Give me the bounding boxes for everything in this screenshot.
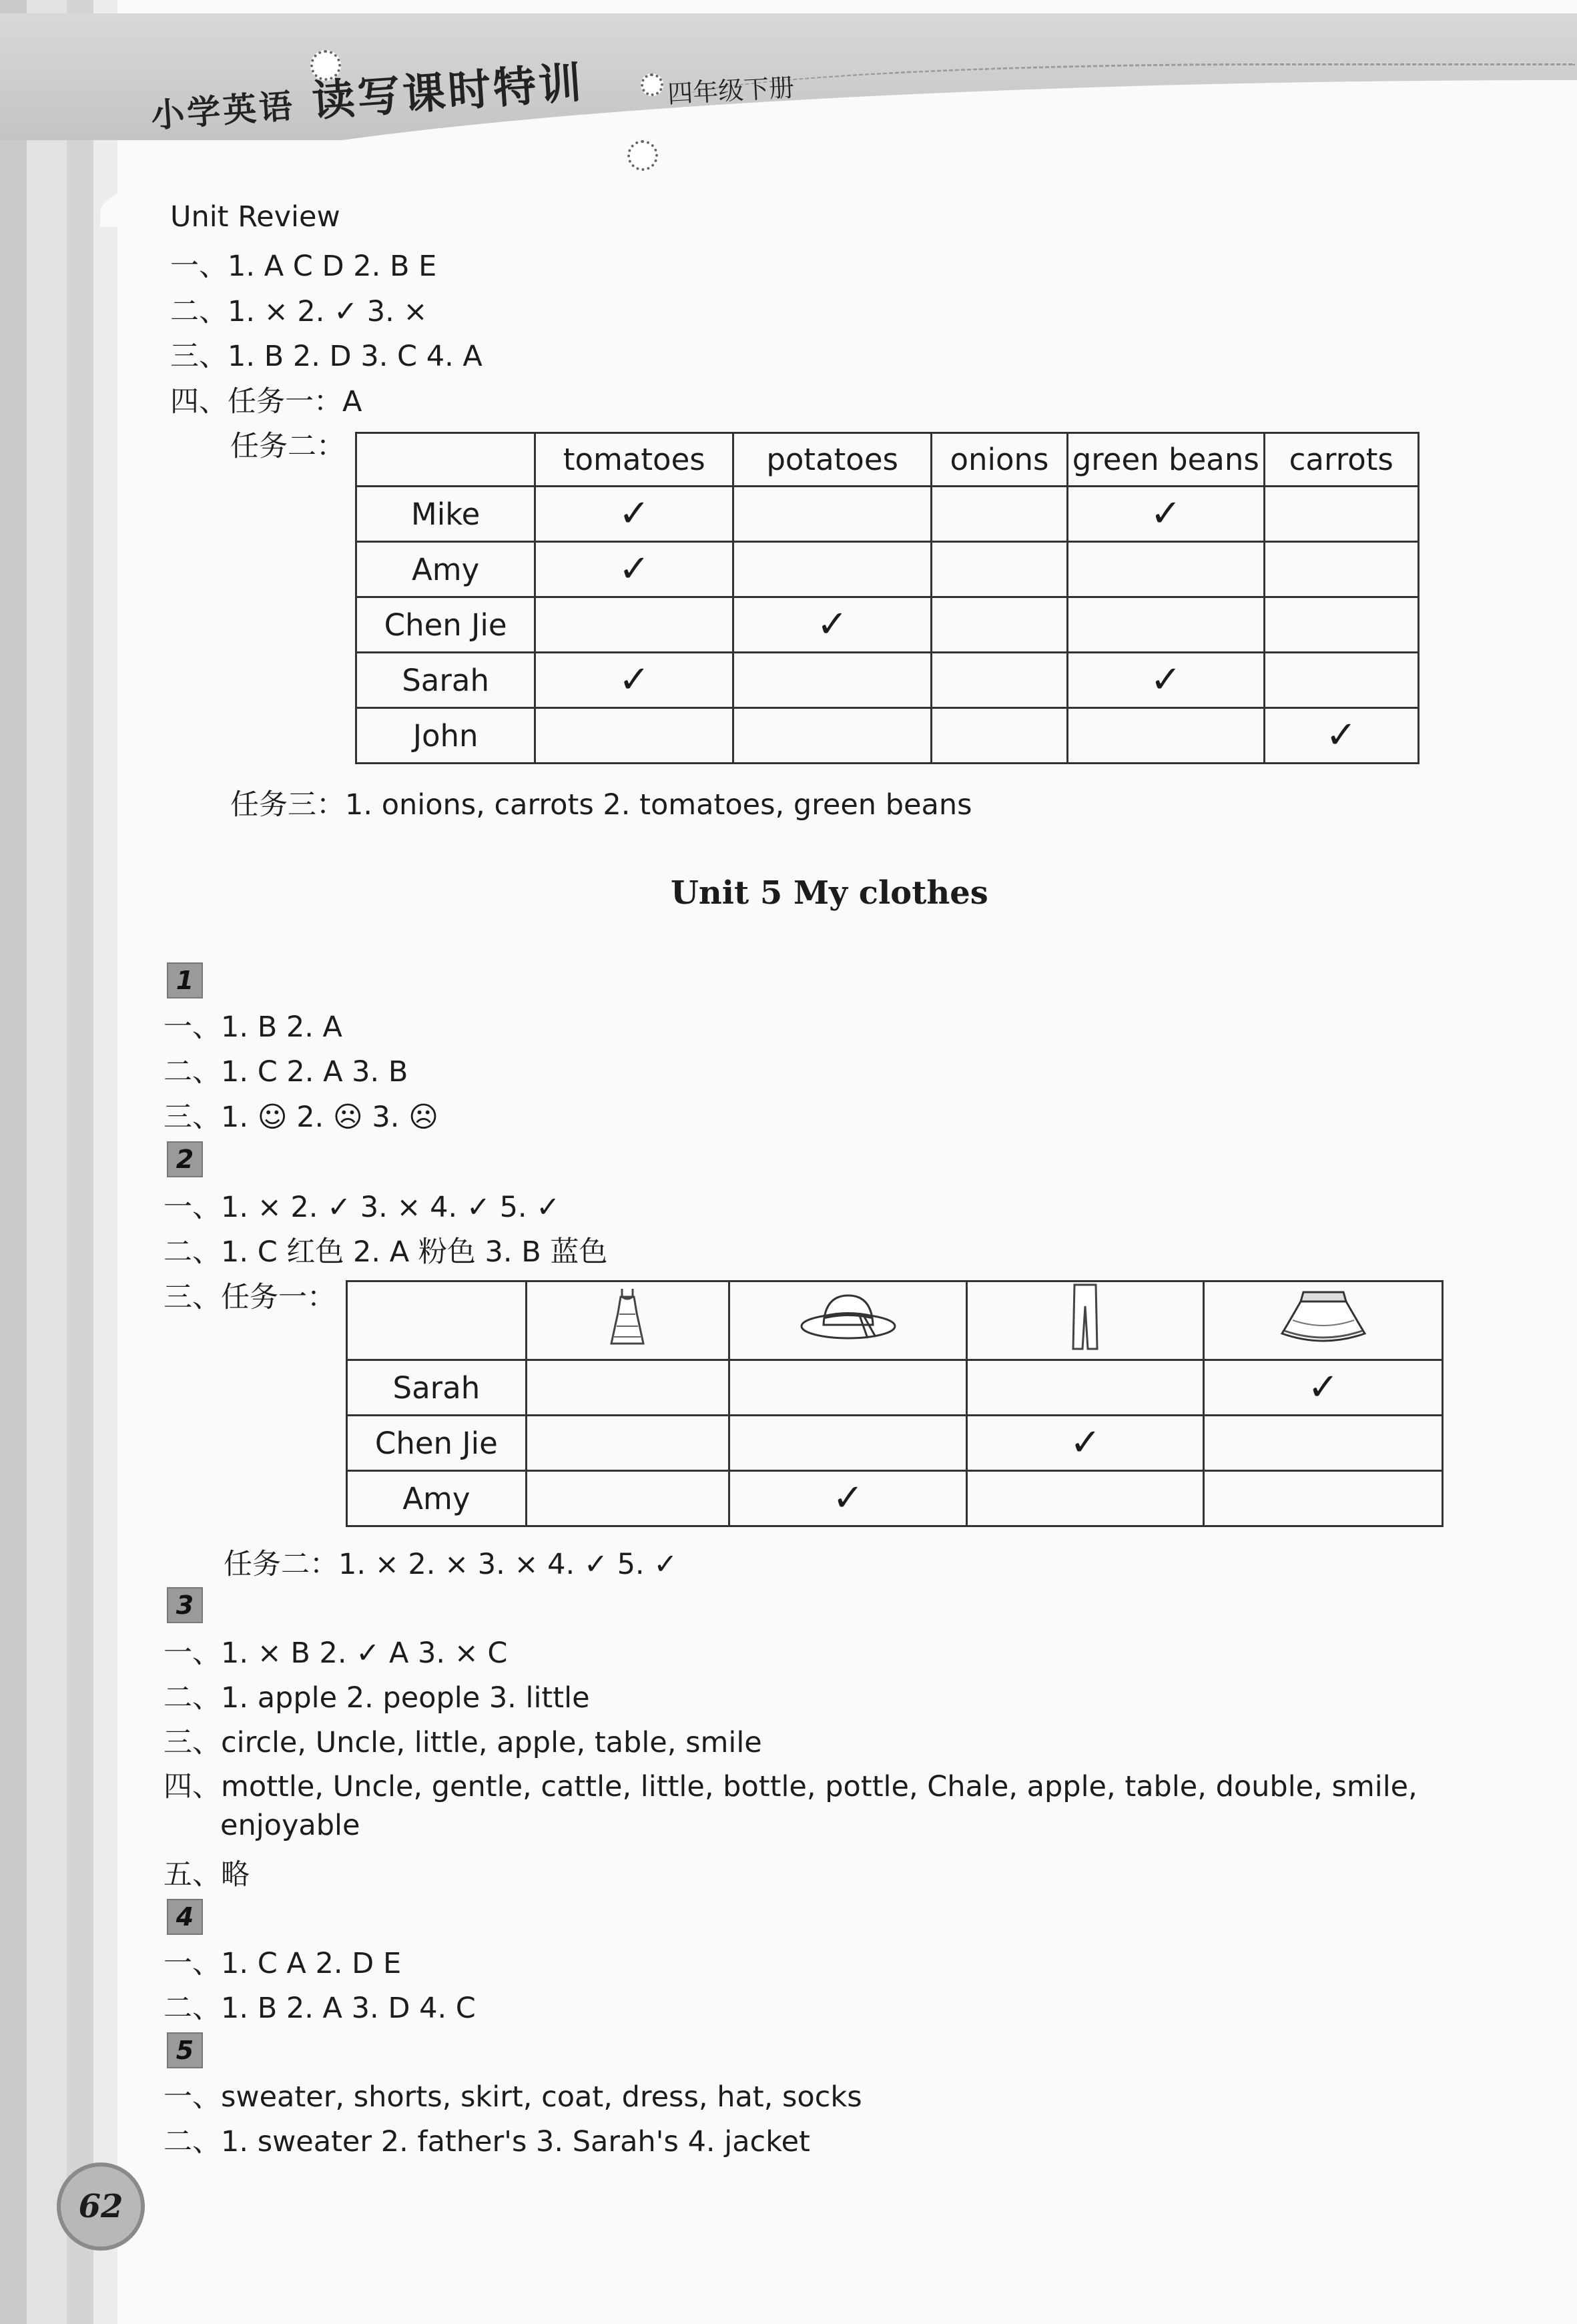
- answer-line: 三、circle, Uncle, little, apple, table, smile: [164, 1726, 762, 1759]
- answer-line: enjoyable: [220, 1809, 360, 1842]
- task1-label: 三、任务一：: [164, 1281, 336, 1314]
- table-cell: [729, 1416, 967, 1471]
- table-cell: ✓: [535, 487, 733, 542]
- table-cell: [535, 597, 733, 653]
- table-row: [356, 708, 1419, 764]
- answer-line: 四、mottle, Uncle, gentle, cattle, little, bottle, pottle, Chale, apple, table, double, smile,: [164, 1770, 1417, 1803]
- flower-icon: [627, 140, 658, 171]
- table-row: [347, 1416, 1443, 1471]
- section-badge: 3: [167, 1587, 203, 1623]
- table-row: [356, 597, 1419, 653]
- section-badge: 2: [167, 1141, 203, 1177]
- table-cell: [931, 708, 1067, 764]
- unit5-title: Unit 5 My clothes: [671, 874, 988, 912]
- answer-line: 一、1. C A 2. D E: [164, 1947, 402, 1980]
- unit-review-title: Unit Review: [170, 200, 340, 234]
- answer-line: 一、1. × 2. ✓ 3. × 4. ✓ 5. ✓: [164, 1191, 561, 1224]
- left-stripe: [67, 0, 93, 2324]
- series-name: 小学英语: [149, 85, 296, 135]
- table-cell: [1264, 487, 1418, 542]
- row-name: Chen Jie: [347, 1416, 527, 1471]
- table-cell: [733, 653, 932, 708]
- table-cell: [1204, 1471, 1443, 1526]
- answer-line: 五、略: [164, 1858, 250, 1892]
- table-row: [356, 653, 1419, 708]
- answer-line: 一、1. A C D 2. B E: [170, 250, 437, 283]
- table-cell: [931, 487, 1067, 542]
- answer-line: 一、1. B 2. A: [164, 1010, 342, 1044]
- table-cell: [1264, 597, 1418, 653]
- table-row: [356, 487, 1419, 542]
- task2-label: 任务二：: [230, 430, 345, 463]
- answer-line: 二、1. apple 2. people 3. little: [164, 1681, 590, 1715]
- table-header-cell: green beans: [1068, 433, 1264, 487]
- table-header-cell: onions: [931, 433, 1067, 487]
- answer-line: 四、任务一：A: [170, 385, 362, 418]
- table-cell: [967, 1471, 1204, 1526]
- answer-line: 二、1. sweater 2. father's 3. Sarah's 4. jacket: [164, 2125, 810, 2158]
- table-cell: [729, 1360, 967, 1416]
- skirt-icon: [1277, 1287, 1370, 1347]
- table-cell: [526, 1360, 729, 1416]
- page-number: 62: [57, 2162, 145, 2251]
- table-header-row: [356, 433, 1419, 487]
- task3-line: 任务三：1. onions, carrots 2. tomatoes, green beans: [230, 788, 972, 822]
- table-header-cell: [347, 1281, 527, 1360]
- table-cell: [1264, 542, 1418, 597]
- row-name: Sarah: [356, 653, 535, 708]
- table-cell: [733, 542, 932, 597]
- table-cell: ✓: [1068, 487, 1264, 542]
- table-cell: ✓: [1204, 1360, 1443, 1416]
- table-cell: [1204, 1416, 1443, 1471]
- row-name: Mike: [356, 487, 535, 542]
- clothes-table: [346, 1280, 1444, 1527]
- table-cell: ✓: [1264, 708, 1418, 764]
- table-header-row: [347, 1281, 1443, 1360]
- row-name: Sarah: [347, 1360, 527, 1416]
- table-cell: [526, 1416, 729, 1471]
- answer-line: 二、1. C 红色 2. A 粉色 3. B 蓝色: [164, 1235, 608, 1269]
- grade-label: 四年级下册: [667, 73, 796, 109]
- table-row: [347, 1360, 1443, 1416]
- table-cell: ✓: [535, 542, 733, 597]
- table-cell: [1264, 653, 1418, 708]
- row-name: Amy: [356, 542, 535, 597]
- table-cell: ✓: [967, 1416, 1204, 1471]
- task2-line: 任务二：1. × 2. × 3. × 4. ✓ 5. ✓: [224, 1548, 678, 1581]
- row-name: Chen Jie: [356, 597, 535, 653]
- answer-line: 二、1. × 2. ✓ 3. ×: [170, 295, 428, 328]
- table-cell: ✓: [729, 1471, 967, 1526]
- table-cell: [931, 597, 1067, 653]
- table-cell: ✓: [733, 597, 932, 653]
- table-row: [356, 542, 1419, 597]
- answer-line: 一、1. × B 2. ✓ A 3. × C: [164, 1637, 508, 1670]
- table-cell: [526, 1471, 729, 1526]
- table-header-cell: [356, 433, 535, 487]
- table-row: [347, 1471, 1443, 1526]
- table-header-cell: carrots: [1264, 433, 1418, 487]
- answer-line: 二、1. C 2. A 3. B: [164, 1055, 408, 1089]
- table-cell: [1068, 542, 1264, 597]
- book-name: 读写课时特训: [310, 57, 586, 127]
- table-cell: [1068, 597, 1264, 653]
- dress-picture: [526, 1281, 729, 1360]
- table-cell: [733, 487, 932, 542]
- pants-picture: [967, 1281, 1204, 1360]
- table-header-cell: potatoes: [733, 433, 932, 487]
- answer-line: 二、1. B 2. A 3. D 4. C: [164, 1992, 476, 2025]
- row-name: John: [356, 708, 535, 764]
- answer-line: 三、1. B 2. D 3. C 4. A: [170, 340, 483, 373]
- section-badge: 5: [167, 2032, 203, 2068]
- answer-line: 一、sweater, shorts, skirt, coat, dress, hat, socks: [164, 2080, 862, 2114]
- left-stripe: [27, 0, 67, 2324]
- table-cell: ✓: [1068, 653, 1264, 708]
- skirt-picture: [1204, 1281, 1443, 1360]
- hat-icon: [798, 1289, 898, 1345]
- row-name: Amy: [347, 1471, 527, 1526]
- left-stripe: [0, 0, 27, 2324]
- left-stripe: [93, 0, 117, 2324]
- table-cell: [535, 708, 733, 764]
- section-badge: 1: [167, 962, 203, 998]
- section-badge: 4: [167, 1899, 203, 1935]
- vegetable-table: [355, 432, 1420, 764]
- pants-icon: [1070, 1282, 1100, 1352]
- table-cell: [967, 1360, 1204, 1416]
- table-cell: [733, 708, 932, 764]
- answer-line: 三、1. ☺ 2. ☹ 3. ☹: [164, 1101, 438, 1134]
- table-cell: [1068, 708, 1264, 764]
- table-cell: ✓: [535, 653, 733, 708]
- dress-icon: [607, 1286, 647, 1348]
- table-header-cell: tomatoes: [535, 433, 733, 487]
- table-cell: [931, 542, 1067, 597]
- hat-picture: [729, 1281, 967, 1360]
- flower-icon: [641, 73, 663, 96]
- table-cell: [931, 653, 1067, 708]
